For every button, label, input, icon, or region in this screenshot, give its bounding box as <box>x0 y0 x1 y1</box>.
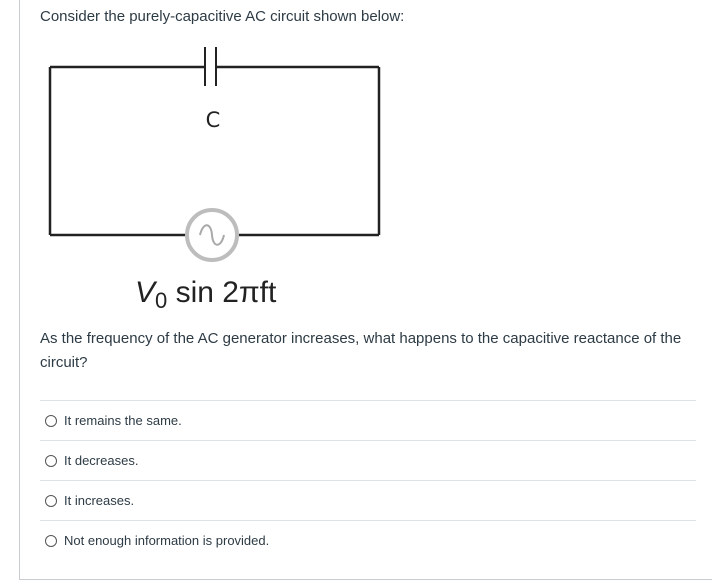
radio-button-icon[interactable] <box>45 415 57 427</box>
answer-option-decreases[interactable] <box>40 440 696 480</box>
answer-list <box>40 400 696 560</box>
capacitor-label: C <box>205 108 221 132</box>
answer-label: It increases. <box>64 493 135 508</box>
answer-option-increases[interactable] <box>40 480 696 520</box>
answer-option-not-enough-info[interactable] <box>40 520 696 560</box>
question-text: As the frequency of the AC generator increases, what happens to the capacitive reactance of the circuit? <box>40 330 682 371</box>
ac-source-icon <box>187 210 237 260</box>
intro-text: Consider the purely-capacitive AC circuit shown below: <box>40 8 405 25</box>
circuit-diagram <box>40 40 390 313</box>
source-label-sub: 0 <box>155 288 168 313</box>
radio-button-icon[interactable] <box>45 495 57 507</box>
answer-label: It decreases. <box>64 453 139 468</box>
answer-label: Not enough information is provided. <box>64 533 270 548</box>
source-label-v: V <box>135 276 156 309</box>
source-label-rest: sin 2πft <box>167 276 277 309</box>
source-label <box>135 276 277 313</box>
capacitor-icon <box>205 47 216 86</box>
answer-label: It remains the same. <box>64 413 182 428</box>
answer-option-remains-same[interactable] <box>40 400 696 440</box>
radio-button-icon[interactable] <box>45 455 57 467</box>
radio-button-icon[interactable] <box>45 535 57 547</box>
